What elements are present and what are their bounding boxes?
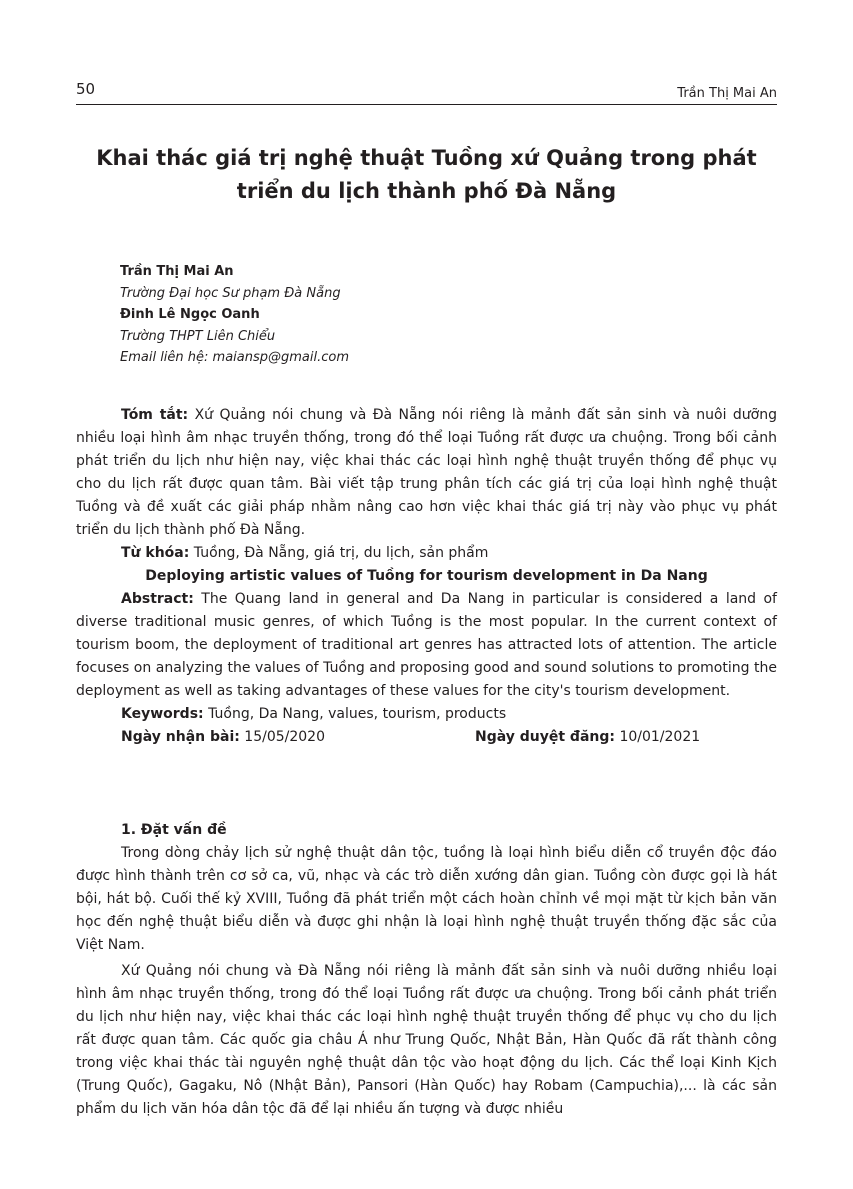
keywords-en-label: Keywords:	[121, 706, 204, 722]
running-head: Trần Thị Mai An	[677, 86, 777, 101]
keywords-vi-label: Từ khóa:	[121, 545, 190, 561]
body-paragraph: Trong dòng chảy lịch sử nghệ thuật dân tộc, tuồng là loại hình biểu diễn cổ truyền độc đáo được hình thành trên cơ sở ca, vũ, nhạc và các trò diễn xướng dân gian. Tuồng còn được gọi là hát bội, hát bộ. Cuối thế kỷ XVIII, Tuồng đã phát triển một cách hoàn chỉnh về mọi mặt từ kịch bản văn học đến nghệ thuật biểu diễn và được ghi nhận là loại hình nghệ thuật truyền thống đặc sắc của Việt Nam.	[76, 845, 777, 953]
keywords-en	[76, 703, 777, 726]
english-title: Deploying artistic values of Tuồng for tourism development in Da Nang	[145, 568, 708, 584]
date-received	[121, 726, 325, 749]
abstract-en-text: The Quang land in general and Da Nang in particular is considered a land of diverse traditional music genres, of which Tuồng is the most popular. In the current context of tourism boom, the deployment of traditional art genres has attracted lots of attention. The article focuses on analyzing the values of Tuồng and proposing good and sound solutions to promoting the deployment as well as taking advantages of these values for the city's tourism development.	[76, 591, 777, 699]
abstract-en-label: Abstract:	[121, 591, 194, 607]
contact-email: Email liên hệ: maiansp@gmail.com	[120, 350, 350, 365]
author-1-name: Trần Thị Mai An	[120, 264, 234, 279]
article-title: Khai thác giá trị nghệ thuật Tuồng xứ Quảng trong phát triển du lịch thành phố Đà Nẵng	[96, 146, 757, 203]
abstract-en	[76, 588, 777, 703]
body-paragraph: Xứ Quảng nói chung và Đà Nẵng nói riêng là mảnh đất sản sinh và nuôi dưỡng nhiều loại hình âm nhạc truyền thống, trong đó thể loại Tuồng rất được ưa chuộng. Trong bối cảnh phát triển du lịch như hiện nay, việc khai thác các loại hình nghệ thuật truyền thống để phục vụ cho du lịch rất được quan tâm. Các quốc gia châu Á như Trung Quốc, Nhật Bản, Hàn Quốc đã rất thành công trong việc khai thác tài nguyên nghệ thuật dân tộc vào hoạt động du lịch. Các thể loại Kinh Kịch (Trung Quốc), Gagaku, Nô (Nhật Bản), Pansori (Hàn Quốc) hay Robam (Campuchia),... là các sản phẩm du lịch văn hóa dân tộc đã để lại nhiều ấn tượng và được nhiều	[76, 963, 777, 1117]
header-rule	[76, 104, 777, 105]
section-1	[76, 819, 777, 1121]
abstract-vi-label: Tóm tắt:	[121, 407, 189, 423]
author-1-affiliation: Trường Đại học Sư phạm Đà Nẵng	[120, 285, 341, 301]
abstract-vi-text: Xứ Quảng nói chung và Đà Nẵng nói riêng là mảnh đất sản sinh và nuôi dưỡng nhiều loại hình âm nhạc truyền thống, trong đó thể loại Tuồng rất được ưa chuộng. Trong bối cảnh phát triển du lịch như hiện nay, việc khai thác các loại hình nghệ thuật truyền thống để phục vụ cho du lịch rất được quan tâm. Bài viết tập trung phân tích các giá trị của loại hình nghệ thuật Tuồng và đề xuất các giải pháp nhằm nâng cao hơn việc khai thác giá trị này vào phục vụ phát triển du lịch thành phố Đà Nẵng.	[76, 407, 778, 538]
date-received-label: Ngày nhận bài:	[121, 729, 240, 745]
keywords-en-text: Tuồng, Da Nang, values, tourism, products	[203, 706, 507, 722]
date-approved-label: Ngày duyệt đăng:	[475, 729, 615, 745]
section-heading: 1. Đặt vấn đề	[121, 822, 227, 838]
date-received-value: 15/05/2020	[239, 729, 325, 745]
abstract-vi	[76, 404, 777, 542]
author-block	[120, 261, 349, 369]
author-2-affiliation: Trường THPT Liên Chiểu	[120, 328, 276, 344]
keywords-vi	[76, 542, 777, 565]
author-2-name: Đinh Lê Ngọc Oanh	[120, 307, 260, 322]
keywords-vi-text: Tuồng, Đà Nẵng, giá trị, du lịch, sản phẩm	[189, 545, 489, 561]
page-number: 50	[76, 80, 96, 98]
dates-row	[76, 726, 777, 749]
date-approved	[475, 726, 700, 749]
front-matter	[76, 404, 777, 749]
date-approved-value: 10/01/2021	[615, 729, 701, 745]
